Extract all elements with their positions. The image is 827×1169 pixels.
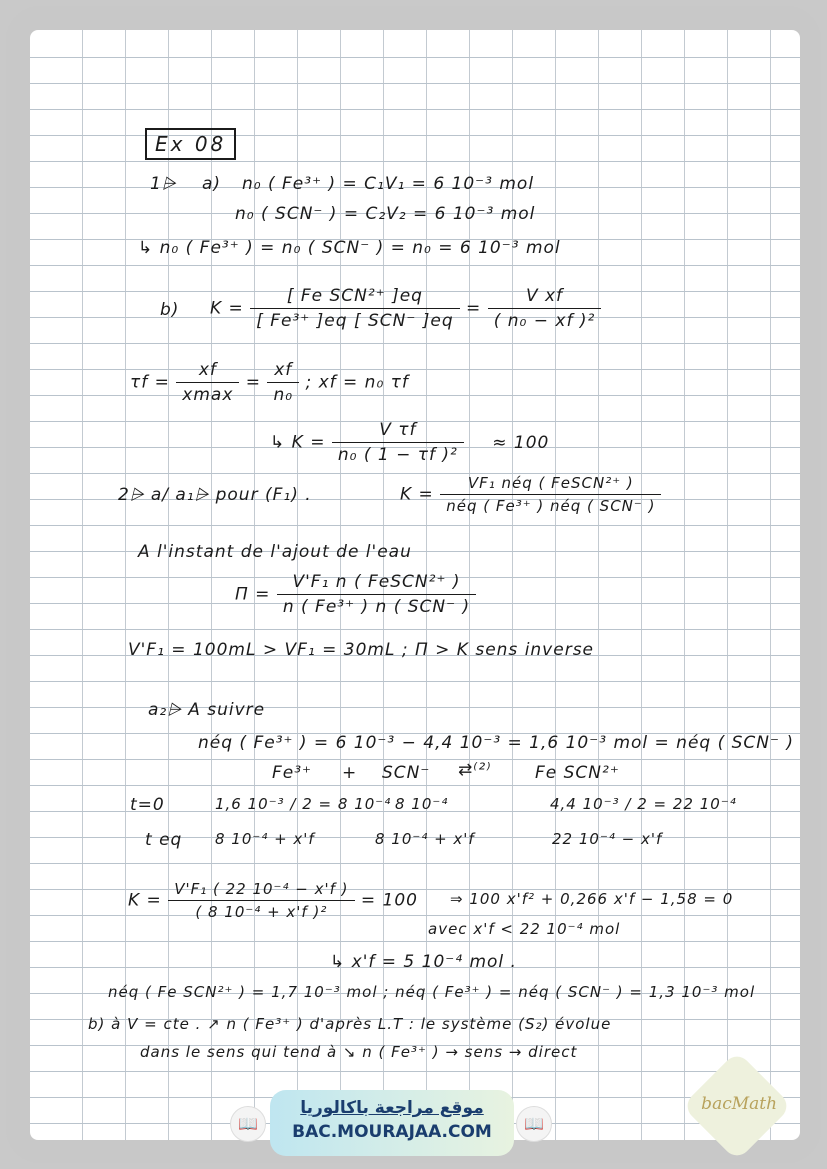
part-2-heading: 2⩥ a/ a₁⩥ pour (F₁) . [118, 485, 312, 505]
n0-equal-line: ↳ n₀ ( Fe³⁺ ) = n₀ ( SCN⁻ ) = n₀ = 6 10⁻³ mol [138, 238, 561, 258]
k2-value: ≈ 100 [492, 432, 550, 453]
banner-url[interactable]: BAC.MOURAJAA.COM [292, 1122, 492, 1142]
tau-expression [130, 360, 409, 405]
tau-den-1: xmax [182, 385, 234, 405]
k2-frac [332, 420, 464, 465]
tau-rest: ; xf = n₀ τf [305, 372, 409, 393]
t0-fe: 1,6 10⁻³ / 2 = 8 10⁻⁴ [215, 795, 392, 813]
reaction-product: Fe SCN²⁺ [535, 763, 620, 783]
left-book-icon: 📖 [230, 1106, 266, 1142]
k3-den: ( 8 10⁻⁴ + x'f )² [195, 903, 328, 921]
part-b-label: b) [160, 300, 180, 320]
k3-value: = 100 [360, 890, 419, 911]
site-banner[interactable] [270, 1090, 514, 1156]
neq-result-line: néq ( Fe SCN²⁺ ) = 1,7 10⁻³ mol ; néq ( Fe³⁺ ) = néq ( SCN⁻ ) = 1,3 10⁻³ mol [108, 983, 756, 1001]
k2-expression [270, 420, 549, 465]
a2-heading: a₂⩥ A suivre [148, 700, 266, 720]
k2-lhs: ↳ K = [270, 432, 326, 453]
part-1-mark: 1⩥ [150, 174, 177, 194]
tau-num-1: xf [176, 360, 239, 383]
k3-polynomial: ⇒ 100 x'f² + 0,266 x'f − 1,58 = 0 [450, 890, 734, 908]
bacmath-logo-text: bacMath [701, 1093, 778, 1114]
k3-lhs: K = [128, 890, 162, 911]
p2-frac [440, 474, 661, 515]
k3-expression [128, 880, 418, 921]
tau-frac-2 [267, 360, 299, 405]
banner-arabic[interactable]: موقع مراجعة باكالوريا [300, 1098, 484, 1118]
pi-frac [277, 572, 476, 617]
avec-line: avec x'f < 22 10⁻⁴ mol [428, 920, 621, 938]
last-line: dans le sens qui tend à ↘ n ( Fe³⁺ ) → sens → direct [140, 1043, 578, 1061]
tau-frac-1 [176, 360, 239, 405]
k-expression [210, 286, 601, 331]
teq-label: t eq [145, 830, 183, 850]
reaction-fe: Fe³⁺ [272, 763, 313, 783]
t0-label: t=0 [130, 795, 165, 815]
tau-num-2: xf [267, 360, 299, 383]
n0-scn-line: n₀ ( SCN⁻ ) = C₂V₂ = 6 10⁻³ mol [235, 204, 536, 224]
pi-den: n ( Fe³⁺ ) n ( SCN⁻ ) [282, 597, 471, 617]
k-den-1: [ Fe³⁺ ]eq [ SCN⁻ ]eq [256, 311, 454, 331]
part-b2-line: b) à V = cte . ↗ n ( Fe³⁺ ) d'après L.T : le système (S₂) évolue [88, 1015, 612, 1033]
k3-num: V'F₁ ( 22 10⁻⁴ − x'f ) [168, 880, 354, 901]
p2-lhs: K = [400, 484, 434, 505]
tau-lhs: τf = [130, 372, 170, 393]
pi-num: V'F₁ n ( FeSCN²⁺ ) [277, 572, 476, 595]
t0-product: 4,4 10⁻³ / 2 = 22 10⁻⁴ [550, 795, 737, 813]
xf-result: ↳ x'f = 5 10⁻⁴ mol . [330, 952, 517, 972]
k-frac-1 [250, 286, 459, 331]
right-book-icon: 📖 [516, 1106, 552, 1142]
t0-scn: 8 10⁻⁴ [395, 795, 449, 813]
k2-den: n₀ ( 1 − τf )² [337, 445, 458, 465]
k-den-2: ( n₀ − xf )² [493, 311, 596, 331]
p2-num: VF₁ néq ( FeSCN²⁺ ) [440, 474, 661, 495]
p2-den: néq ( Fe³⁺ ) néq ( SCN⁻ ) [446, 497, 656, 515]
k-equals: = [466, 298, 482, 319]
teq-product: 22 10⁻⁴ − x'f [552, 830, 663, 848]
tau-den-2: n₀ [273, 385, 294, 405]
instant-line: A l'instant de l'ajout de l'eau [138, 542, 412, 562]
k-num-2: V xf [488, 286, 602, 309]
pi-lhs: Π = [235, 584, 271, 605]
p2-expression [400, 474, 661, 515]
neq-line: néq ( Fe³⁺ ) = 6 10⁻³ − 4,4 10⁻³ = 1,6 10⁻³ mol = néq ( SCN⁻ ) [198, 733, 795, 753]
k-num-1: [ Fe SCN²⁺ ]eq [250, 286, 459, 309]
reaction-plus: + [342, 763, 358, 783]
teq-scn: 8 10⁻⁴ + x'f [375, 830, 475, 848]
exercise-title: Ex 08 [145, 128, 236, 160]
k-lhs: K = [210, 298, 244, 319]
k2-num: V τf [332, 420, 464, 443]
n0-fe-line: n₀ ( Fe³⁺ ) = C₁V₁ = 6 10⁻³ mol [242, 174, 535, 194]
k3-frac [168, 880, 354, 921]
reaction-scn: SCN⁻ [382, 763, 431, 783]
notebook-sheet [30, 30, 800, 1140]
k-frac-2 [488, 286, 602, 331]
teq-fe: 8 10⁻⁴ + x'f [215, 830, 315, 848]
volume-line: V'F₁ = 100mL > VF₁ = 30mL ; Π > K sens inverse [128, 640, 595, 660]
part-a-label: a) [202, 174, 222, 194]
reaction-arrow: ⇄⁽²⁾ [458, 760, 492, 780]
pi-expression [235, 572, 476, 617]
tau-equals: = [245, 372, 262, 393]
